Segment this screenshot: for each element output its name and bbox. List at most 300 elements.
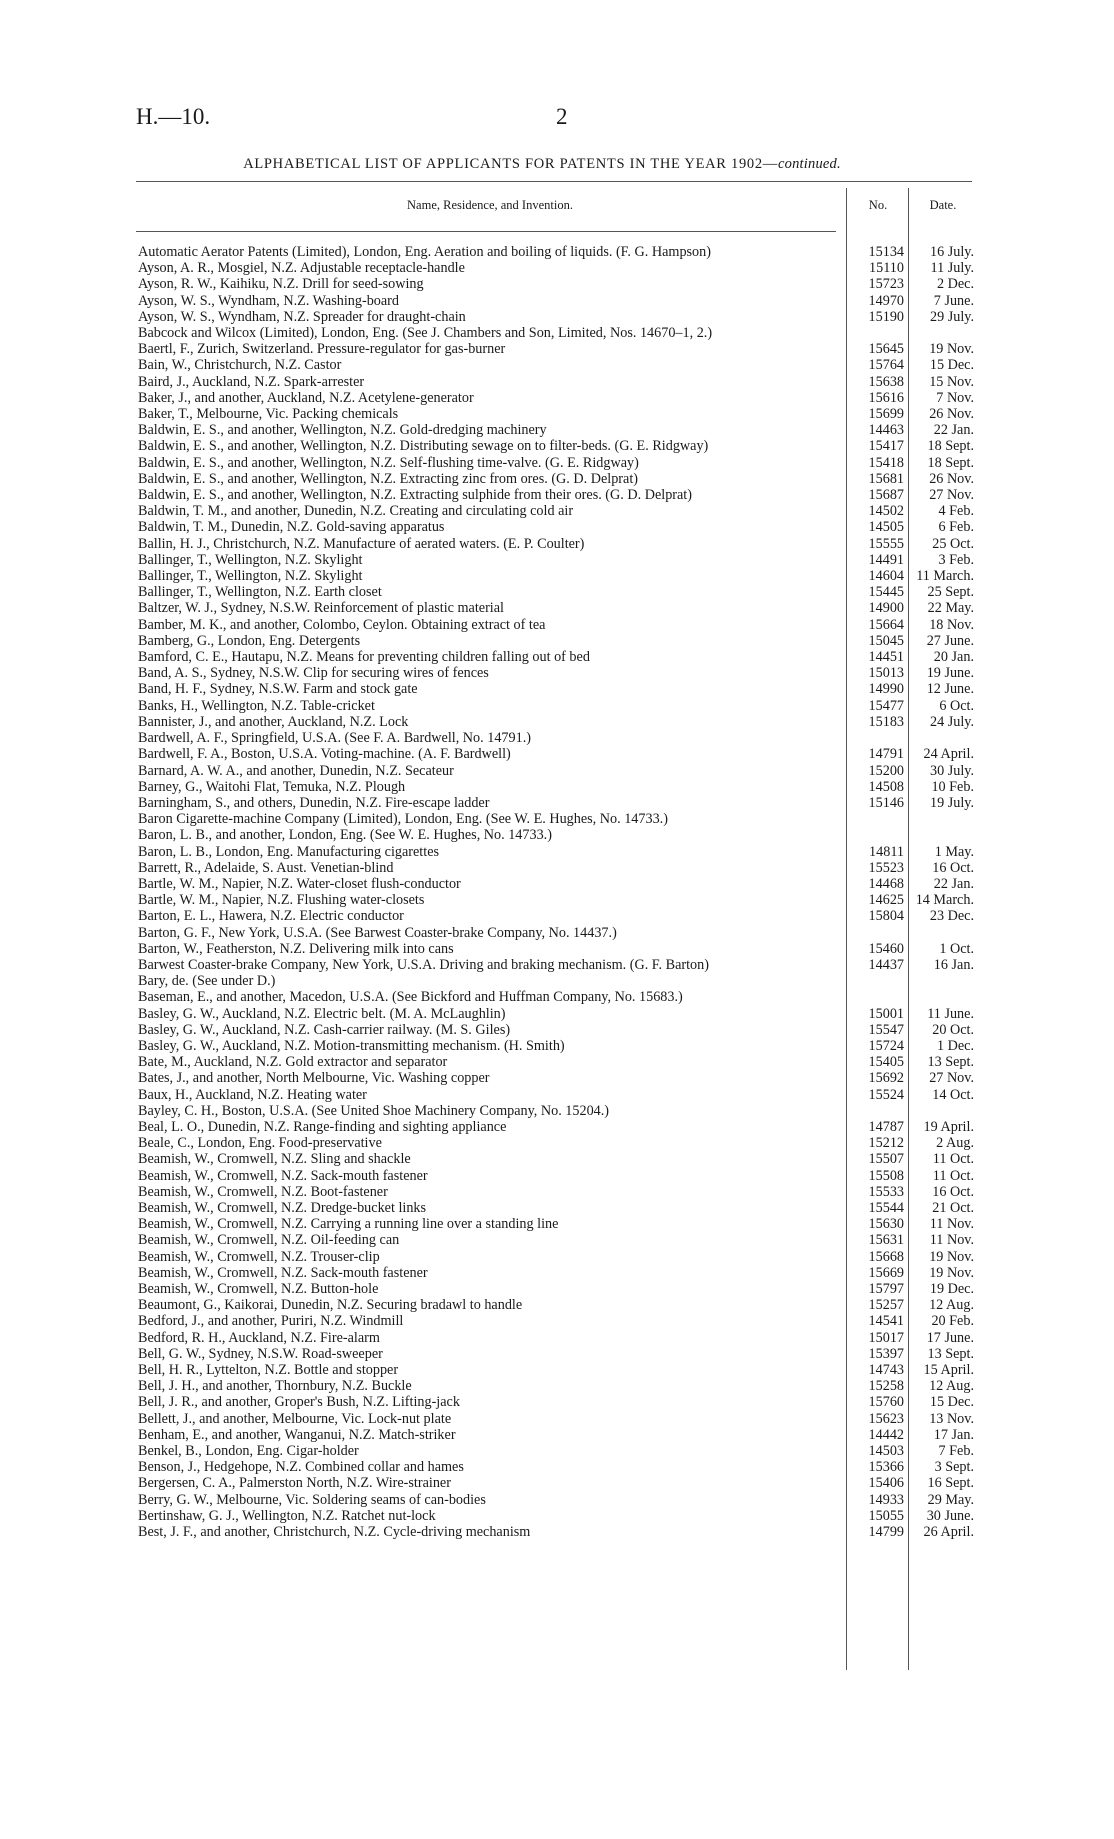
list-item bbox=[0, 293, 1114, 309]
applicant-entry: Barnard, A. W. A., and another, Dunedin, N.Z. Secateur bbox=[138, 762, 454, 779]
patent-number: 15477 bbox=[868, 697, 904, 714]
patent-number: 15699 bbox=[868, 406, 904, 423]
applicant-entry: Beamish, W., Cromwell, N.Z. Sack-mouth fastener bbox=[138, 1264, 428, 1281]
list-item bbox=[0, 1070, 1114, 1086]
application-date: 17 June. bbox=[926, 1329, 974, 1346]
applicant-entry: Banks, H., Wellington, N.Z. Table-cricket bbox=[138, 697, 375, 714]
applicant-entry: Ballinger, T., Wellington, N.Z. Skylight bbox=[138, 568, 363, 585]
applicant-entry: Barton, E. L., Hawera, N.Z. Electric conductor bbox=[138, 908, 404, 925]
application-date: 6 Oct. bbox=[939, 697, 974, 714]
applicant-entry: Baertl, F., Zurich, Switzerland. Pressure-regulator for gas-burner bbox=[138, 341, 506, 358]
applicant-entry: Beamish, W., Cromwell, N.Z. Sling and shackle bbox=[138, 1151, 411, 1168]
document-reference: H.—10. bbox=[136, 104, 211, 129]
list-item bbox=[0, 1006, 1114, 1022]
list-item bbox=[0, 1378, 1114, 1394]
patent-number: 15645 bbox=[868, 341, 904, 358]
application-date: 7 June. bbox=[933, 292, 974, 309]
patent-number: 14933 bbox=[868, 1491, 904, 1508]
patent-number: 15445 bbox=[868, 584, 904, 601]
applicant-entry: Bedford, R. H., Auckland, N.Z. Fire-alarm bbox=[138, 1329, 380, 1346]
list-item bbox=[0, 633, 1114, 649]
applicant-entry: Baron, L. B., and another, London, Eng. (See W. E. Hughes, No. 14733.) bbox=[138, 827, 552, 844]
page-title bbox=[136, 156, 948, 173]
list-item bbox=[0, 925, 1114, 941]
list-item bbox=[0, 1265, 1114, 1281]
patent-number: 14604 bbox=[868, 568, 904, 585]
application-date: 29 May. bbox=[927, 1491, 974, 1508]
applicant-entry: Bardwell, A. F., Springfield, U.S.A. (See F. A. Bardwell, No. 14791.) bbox=[138, 730, 531, 747]
patent-number: 15724 bbox=[868, 1037, 904, 1054]
applicant-entry: Barton, W., Featherston, N.Z. Delivering milk into cans bbox=[138, 940, 454, 957]
application-date: 24 April. bbox=[923, 746, 974, 763]
applicant-entry: Baldwin, E. S., and another, Wellington, N.Z. Gold-dredging machinery bbox=[138, 422, 547, 439]
patent-number: 14791 bbox=[868, 746, 904, 763]
list-item bbox=[0, 1103, 1114, 1119]
patent-number: 15630 bbox=[868, 1216, 904, 1233]
patent-number: 15508 bbox=[868, 1167, 904, 1184]
application-date: 19 Nov. bbox=[929, 1248, 974, 1265]
patent-number: 15547 bbox=[868, 1021, 904, 1038]
patent-number: 14625 bbox=[868, 892, 904, 909]
applicant-entry: Berry, G. W., Melbourne, Vic. Soldering seams of can-bodies bbox=[138, 1491, 486, 1508]
applicant-entry: Bamford, C. E., Hautapu, N.Z. Means for preventing children falling out of bed bbox=[138, 649, 590, 666]
patent-number: 15623 bbox=[868, 1410, 904, 1427]
list-item bbox=[0, 390, 1114, 406]
applicant-entry: Bate, M., Auckland, N.Z. Gold extractor and separator bbox=[138, 1054, 448, 1071]
applicant-entry: Ayson, W. S., Wyndham, N.Z. Spreader for draught-chain bbox=[138, 308, 466, 325]
patent-number: 14541 bbox=[868, 1313, 904, 1330]
application-date: 10 Feb. bbox=[931, 778, 974, 795]
list-item bbox=[0, 892, 1114, 908]
applicant-entry: Beamish, W., Cromwell, N.Z. Sack-mouth fastener bbox=[138, 1167, 428, 1184]
application-date: 11 Nov. bbox=[929, 1232, 974, 1249]
patent-number: 15760 bbox=[868, 1394, 904, 1411]
patent-number: 15764 bbox=[868, 357, 904, 374]
applicant-entry: Basley, G. W., Auckland, N.Z. Electric belt. (M. A. McLaughlin) bbox=[138, 1005, 506, 1022]
applicant-entry: Barrett, R., Adelaide, S. Aust. Venetian-blind bbox=[138, 859, 394, 876]
application-date: 19 Dec. bbox=[929, 1281, 974, 1297]
application-date: 25 Sept. bbox=[927, 584, 974, 601]
patent-number: 14503 bbox=[868, 1443, 904, 1460]
applicant-entry: Barton, G. F., New York, U.S.A. (See Barwest Coaster-brake Company, No. 14437.) bbox=[138, 924, 617, 941]
list-item bbox=[0, 1411, 1114, 1427]
list-item bbox=[0, 1184, 1114, 1200]
list-item bbox=[0, 438, 1114, 454]
patent-number: 14442 bbox=[868, 1426, 904, 1443]
applicant-entry: Benkel, B., London, Eng. Cigar-holder bbox=[138, 1443, 359, 1460]
application-date: 7 Feb. bbox=[938, 1443, 974, 1460]
list-item bbox=[0, 665, 1114, 681]
applicant-entry: Beal, L. O., Dunedin, N.Z. Range-finding and sighting appliance bbox=[138, 1118, 507, 1135]
application-date: 6 Feb. bbox=[938, 519, 974, 536]
list-item bbox=[0, 1394, 1114, 1410]
application-date: 11 Oct. bbox=[932, 1151, 974, 1168]
application-date: 23 Dec. bbox=[929, 908, 974, 925]
list-item bbox=[0, 649, 1114, 665]
application-date: 11 March. bbox=[916, 568, 974, 585]
application-date: 1 Dec. bbox=[936, 1037, 974, 1054]
patent-number: 15418 bbox=[868, 454, 904, 471]
list-item bbox=[0, 617, 1114, 633]
list-item bbox=[0, 1151, 1114, 1167]
list-item bbox=[0, 1135, 1114, 1151]
patent-number: 15405 bbox=[868, 1054, 904, 1071]
application-date: 27 Nov. bbox=[929, 1070, 974, 1087]
applicant-entry: Bedford, J., and another, Puriri, N.Z. Windmill bbox=[138, 1313, 404, 1330]
list-item bbox=[0, 487, 1114, 503]
patent-number: 15638 bbox=[868, 373, 904, 390]
list-item bbox=[0, 973, 1114, 989]
application-date: 18 Nov. bbox=[929, 616, 974, 633]
application-date: 30 July. bbox=[929, 762, 974, 779]
list-item bbox=[0, 860, 1114, 876]
application-date: 11 Oct. bbox=[932, 1167, 974, 1184]
header-top-rule bbox=[136, 181, 972, 182]
application-date: 3 Feb. bbox=[938, 551, 974, 568]
patent-number: 15417 bbox=[868, 438, 904, 455]
application-date: 15 Nov. bbox=[929, 373, 974, 390]
applicant-entry: Baldwin, E. S., and another, Wellington, N.Z. Extracting sulphide from their ores. (G. D. Delprat) bbox=[138, 487, 692, 504]
applicant-entry: Baldwin, T. M., and another, Dunedin, N.Z. Creating and circulating cold air bbox=[138, 503, 574, 520]
application-date: 20 Jan. bbox=[933, 649, 974, 666]
application-date: 11 July. bbox=[930, 260, 974, 277]
page-number: 2 bbox=[556, 104, 568, 129]
applicant-entry: Barningham, S., and others, Dunedin, N.Z. Fire-escape ladder bbox=[138, 794, 490, 811]
application-date: 16 Oct. bbox=[932, 1183, 974, 1200]
applicant-entry: Bayley, C. H., Boston, U.S.A. (See United Shoe Machinery Company, No. 15204.) bbox=[138, 1102, 610, 1119]
list-item bbox=[0, 422, 1114, 438]
list-item bbox=[0, 1330, 1114, 1346]
application-date: 16 Sept. bbox=[927, 1475, 974, 1492]
list-item bbox=[0, 325, 1114, 341]
patent-number: 15533 bbox=[868, 1183, 904, 1200]
title-suffix: continued. bbox=[778, 156, 841, 172]
application-date: 22 Jan. bbox=[933, 875, 974, 892]
list-item bbox=[0, 876, 1114, 892]
patent-number: 14970 bbox=[868, 292, 904, 309]
list-item bbox=[0, 471, 1114, 487]
application-date: 12 June. bbox=[926, 681, 974, 698]
list-item bbox=[0, 341, 1114, 357]
patent-number: 15692 bbox=[868, 1070, 904, 1087]
applicant-entry: Baker, T., Melbourne, Vic. Packing chemicals bbox=[138, 406, 399, 423]
application-date: 19 Nov. bbox=[929, 1264, 974, 1281]
applicant-entry: Beamish, W., Cromwell, N.Z. Boot-fastener bbox=[138, 1183, 388, 1200]
applicant-entry: Baseman, E., and another, Macedon, U.S.A. (See Bickford and Huffman Company, No. 15683.) bbox=[138, 989, 683, 1006]
list-item bbox=[0, 698, 1114, 714]
applicant-entry: Bartle, W. M., Napier, N.Z. Flushing water-closets bbox=[138, 892, 425, 909]
application-date: 19 July. bbox=[929, 794, 974, 811]
patent-number: 15723 bbox=[868, 276, 904, 293]
list-item bbox=[0, 1087, 1114, 1103]
application-date: 21 Oct. bbox=[932, 1199, 974, 1216]
patent-number: 14491 bbox=[868, 551, 904, 568]
application-date: 26 Nov. bbox=[929, 470, 974, 487]
patent-number: 15055 bbox=[868, 1507, 904, 1524]
application-date: 19 April. bbox=[923, 1118, 974, 1135]
list-item bbox=[0, 1054, 1114, 1070]
application-date: 30 June. bbox=[926, 1507, 974, 1524]
list-item bbox=[0, 1119, 1114, 1135]
applicant-entry: Basley, G. W., Auckland, N.Z. Cash-carrier railway. (M. S. Giles) bbox=[138, 1021, 511, 1038]
list-item bbox=[0, 811, 1114, 827]
list-item bbox=[0, 1492, 1114, 1508]
applicant-entry: Ballinger, T., Wellington, N.Z. Skylight bbox=[138, 551, 363, 568]
applicant-entry: Babcock and Wilcox (Limited), London, Eng. (See J. Chambers and Son, Limited, Nos. 14670–1, 2.) bbox=[138, 325, 713, 342]
application-date: 24 July. bbox=[929, 713, 974, 730]
patent-number: 14451 bbox=[868, 649, 904, 666]
title-main: ALPHABETICAL LIST OF APPLICANTS FOR PATENTS IN THE YEAR 1902— bbox=[243, 156, 778, 172]
application-date: 13 Sept. bbox=[927, 1345, 974, 1362]
applicant-entry: Bamberg, G., London, Eng. Detergents bbox=[138, 632, 361, 649]
patent-number: 14799 bbox=[868, 1524, 904, 1541]
applicant-list bbox=[0, 244, 1114, 1540]
applicant-entry: Ayson, R. W., Kaihiku, N.Z. Drill for seed-sowing bbox=[138, 276, 424, 293]
column-header-name: Name, Residence, and Invention. bbox=[407, 198, 573, 212]
application-date: 16 Jan. bbox=[933, 956, 974, 973]
application-date: 25 Oct. bbox=[932, 535, 974, 552]
application-date: 22 Jan. bbox=[933, 422, 974, 439]
patent-number: 15001 bbox=[868, 1005, 904, 1022]
application-date: 29 July. bbox=[929, 308, 974, 325]
applicant-entry: Bain, W., Christchurch, N.Z. Castor bbox=[138, 357, 342, 374]
application-date: 19 Nov. bbox=[929, 341, 974, 358]
patent-number: 15366 bbox=[868, 1459, 904, 1476]
list-item bbox=[0, 827, 1114, 843]
list-item bbox=[0, 1313, 1114, 1329]
list-item bbox=[0, 941, 1114, 957]
application-date: 27 June. bbox=[926, 632, 974, 649]
application-date: 15 April. bbox=[923, 1362, 974, 1379]
patent-number: 14990 bbox=[868, 681, 904, 698]
applicant-entry: Beale, C., London, Eng. Food-preservative bbox=[138, 1135, 382, 1152]
patent-number: 15013 bbox=[868, 665, 904, 682]
patent-number: 14787 bbox=[868, 1118, 904, 1135]
applicant-entry: Ayson, W. S., Wyndham, N.Z. Washing-board bbox=[138, 292, 399, 309]
patent-number: 14468 bbox=[868, 875, 904, 892]
patent-number: 15460 bbox=[868, 940, 904, 957]
patent-number: 15017 bbox=[868, 1329, 904, 1346]
applicant-entry: Benham, E., and another, Wanganui, N.Z. Match-striker bbox=[138, 1426, 456, 1443]
application-date: 12 Aug. bbox=[929, 1297, 974, 1314]
header-bottom-rule bbox=[136, 231, 836, 232]
patent-number: 15681 bbox=[868, 470, 904, 487]
list-item bbox=[0, 1427, 1114, 1443]
list-item bbox=[0, 1475, 1114, 1491]
list-item bbox=[0, 600, 1114, 616]
list-item bbox=[0, 309, 1114, 325]
applicant-entry: Baux, H., Auckland, N.Z. Heating water bbox=[138, 1086, 367, 1103]
list-item bbox=[0, 989, 1114, 1005]
list-item bbox=[0, 584, 1114, 600]
patent-number: 15183 bbox=[868, 713, 904, 730]
column-header-no: No. bbox=[868, 198, 888, 212]
list-item bbox=[0, 357, 1114, 373]
patent-number: 14502 bbox=[868, 503, 904, 520]
list-item bbox=[0, 455, 1114, 471]
patent-number: 15616 bbox=[868, 389, 904, 406]
patent-number: 15797 bbox=[868, 1281, 904, 1297]
list-item bbox=[0, 746, 1114, 762]
list-item bbox=[0, 1232, 1114, 1248]
list-item bbox=[0, 552, 1114, 568]
application-date: 4 Feb. bbox=[938, 503, 974, 520]
patent-number: 15687 bbox=[868, 487, 904, 504]
applicant-entry: Ballinger, T., Wellington, N.Z. Earth closet bbox=[138, 584, 382, 601]
applicant-entry: Barney, G., Waitohi Flat, Temuka, N.Z. Plough bbox=[138, 778, 406, 795]
list-item bbox=[0, 1524, 1114, 1540]
application-date: 19 June. bbox=[926, 665, 974, 682]
list-item bbox=[0, 681, 1114, 697]
applicant-entry: Baltzer, W. J., Sydney, N.S.W. Reinforcement of plastic material bbox=[138, 600, 504, 617]
list-item bbox=[0, 1508, 1114, 1524]
list-item bbox=[0, 260, 1114, 276]
application-date: 20 Feb. bbox=[931, 1313, 974, 1330]
list-item bbox=[0, 406, 1114, 422]
application-date: 17 Jan. bbox=[933, 1426, 974, 1443]
patent-number: 15110 bbox=[869, 260, 904, 277]
application-date: 22 May. bbox=[927, 600, 974, 617]
list-item bbox=[0, 568, 1114, 584]
patent-number: 15258 bbox=[868, 1378, 904, 1395]
patent-number: 15523 bbox=[868, 859, 904, 876]
application-date: 20 Oct. bbox=[932, 1021, 974, 1038]
patent-number: 15257 bbox=[868, 1297, 904, 1314]
applicant-entry: Baldwin, E. S., and another, Wellington, N.Z. Extracting zinc from ores. (G. D. Delprat) bbox=[138, 470, 638, 487]
patent-number: 15406 bbox=[868, 1475, 904, 1492]
applicant-entry: Basley, G. W., Auckland, N.Z. Motion-transmitting mechanism. (H. Smith) bbox=[138, 1037, 565, 1054]
list-item bbox=[0, 1297, 1114, 1313]
patent-number: 15146 bbox=[868, 794, 904, 811]
patent-number: 15524 bbox=[868, 1086, 904, 1103]
applicant-entry: Baldwin, E. S., and another, Wellington, N.Z. Distributing sewage on to filter-beds. (G. E. Ridgway) bbox=[138, 438, 709, 455]
applicant-entry: Benson, J., Hedgehope, N.Z. Combined collar and hames bbox=[138, 1459, 464, 1476]
applicant-entry: Bary, de. (See under D.) bbox=[138, 973, 276, 990]
list-item bbox=[0, 536, 1114, 552]
patent-number: 15669 bbox=[868, 1264, 904, 1281]
applicant-entry: Ballin, H. J., Christchurch, N.Z. Manufacture of aerated waters. (E. P. Coulter) bbox=[138, 535, 585, 552]
application-date: 27 Nov. bbox=[929, 487, 974, 504]
applicant-entry: Baron Cigarette-machine Company (Limited), London, Eng. (See W. E. Hughes, No. 14733.) bbox=[138, 811, 668, 828]
applicant-entry: Best, J. F., and another, Christchurch, N.Z. Cycle-driving mechanism bbox=[138, 1524, 531, 1541]
applicant-entry: Bergersen, C. A., Palmerston North, N.Z. Wire-strainer bbox=[138, 1475, 451, 1492]
application-date: 11 Nov. bbox=[929, 1216, 974, 1233]
list-item bbox=[0, 795, 1114, 811]
list-item bbox=[0, 957, 1114, 973]
patent-number: 15200 bbox=[868, 762, 904, 779]
list-item bbox=[0, 908, 1114, 924]
application-date: 15 Dec. bbox=[929, 357, 974, 374]
patent-number: 15045 bbox=[868, 632, 904, 649]
applicant-entry: Baron, L. B., London, Eng. Manufacturing cigarettes bbox=[138, 843, 440, 860]
list-item bbox=[0, 730, 1114, 746]
patent-number: 15804 bbox=[868, 908, 904, 925]
patent-number: 14743 bbox=[868, 1362, 904, 1379]
applicant-entry: Bell, G. W., Sydney, N.S.W. Road-sweeper bbox=[138, 1345, 383, 1362]
application-date: 3 Sept. bbox=[934, 1459, 974, 1476]
applicant-entry: Beaumont, G., Kaikorai, Dunedin, N.Z. Securing bradawl to handle bbox=[138, 1297, 523, 1314]
applicant-entry: Bell, J. H., and another, Thornbury, N.Z. Buckle bbox=[138, 1378, 412, 1395]
applicant-entry: Beamish, W., Cromwell, N.Z. Button-hole bbox=[138, 1281, 379, 1297]
application-date: 13 Nov. bbox=[929, 1410, 974, 1427]
list-item bbox=[0, 503, 1114, 519]
patent-number: 14437 bbox=[868, 956, 904, 973]
list-item bbox=[0, 763, 1114, 779]
list-item bbox=[0, 1022, 1114, 1038]
list-item bbox=[0, 374, 1114, 390]
patent-number: 15397 bbox=[868, 1345, 904, 1362]
applicant-entry: Baird, J., Auckland, N.Z. Spark-arrester bbox=[138, 373, 365, 390]
application-date: 26 April. bbox=[923, 1524, 974, 1541]
application-date: 16 July. bbox=[929, 244, 974, 260]
application-date: 11 June. bbox=[927, 1005, 974, 1022]
patent-number: 15631 bbox=[868, 1232, 904, 1249]
applicant-entry: Bartle, W. M., Napier, N.Z. Water-closet flush-conductor bbox=[138, 875, 461, 892]
application-date: 7 Nov. bbox=[936, 389, 974, 406]
applicant-entry: Beamish, W., Cromwell, N.Z. Oil-feeding can bbox=[138, 1232, 400, 1249]
list-item bbox=[0, 244, 1114, 260]
list-item bbox=[0, 1281, 1114, 1297]
applicant-entry: Bell, H. R., Lyttelton, N.Z. Bottle and stopper bbox=[138, 1362, 399, 1379]
applicant-entry: Bardwell, F. A., Boston, U.S.A. Voting-machine. (A. F. Bardwell) bbox=[138, 746, 511, 763]
patent-number: 15134 bbox=[868, 244, 904, 260]
patent-number: 14505 bbox=[868, 519, 904, 536]
applicant-entry: Beamish, W., Cromwell, N.Z. Trouser-clip bbox=[138, 1248, 380, 1265]
patent-number: 15190 bbox=[868, 308, 904, 325]
applicant-entry: Bellett, J., and another, Melbourne, Vic. Lock-nut plate bbox=[138, 1410, 452, 1427]
applicant-entry: Beamish, W., Cromwell, N.Z. Dredge-bucket links bbox=[138, 1199, 427, 1216]
list-item bbox=[0, 1200, 1114, 1216]
application-date: 12 Aug. bbox=[929, 1378, 974, 1395]
list-item bbox=[0, 519, 1114, 535]
application-date: 2 Aug. bbox=[936, 1135, 974, 1152]
application-date: 18 Sept. bbox=[927, 438, 974, 455]
patent-number: 15212 bbox=[868, 1135, 904, 1152]
applicant-entry: Automatic Aerator Patents (Limited), London, Eng. Aeration and boiling of liquids. (F. G. Hampson) bbox=[138, 244, 711, 260]
list-item bbox=[0, 844, 1114, 860]
patent-number: 14508 bbox=[868, 778, 904, 795]
applicant-entry: Bertinshaw, G. J., Wellington, N.Z. Ratchet nut-lock bbox=[138, 1507, 436, 1524]
list-item bbox=[0, 1362, 1114, 1378]
list-item bbox=[0, 1038, 1114, 1054]
applicant-entry: Bates, J., and another, North Melbourne, Vic. Washing copper bbox=[138, 1070, 490, 1087]
list-item bbox=[0, 1443, 1114, 1459]
list-item bbox=[0, 1249, 1114, 1265]
applicant-entry: Beamish, W., Cromwell, N.Z. Carrying a running line over a standing line bbox=[138, 1216, 559, 1233]
patent-number: 15664 bbox=[868, 616, 904, 633]
applicant-entry: Bell, J. R., and another, Groper's Bush, N.Z. Lifting-jack bbox=[138, 1394, 460, 1411]
list-item bbox=[0, 276, 1114, 292]
applicant-entry: Baldwin, E. S., and another, Wellington, N.Z. Self-flushing time-valve. (G. E. Ridgway) bbox=[138, 454, 639, 471]
applicant-entry: Ayson, A. R., Mosgiel, N.Z. Adjustable receptacle-handle bbox=[138, 260, 465, 277]
application-date: 15 Dec. bbox=[929, 1394, 974, 1411]
application-date: 16 Oct. bbox=[932, 859, 974, 876]
list-item bbox=[0, 1216, 1114, 1232]
applicant-entry: Band, H. F., Sydney, N.S.W. Farm and stock gate bbox=[138, 681, 418, 698]
applicant-entry: Bamber, M. K., and another, Colombo, Ceylon. Obtaining extract of tea bbox=[138, 616, 546, 633]
patent-number: 15507 bbox=[868, 1151, 904, 1168]
applicant-entry: Barwest Coaster-brake Company, New York, U.S.A. Driving and braking mechanism. (G. F. Barton) bbox=[138, 956, 709, 973]
application-date: 14 Oct. bbox=[932, 1086, 974, 1103]
application-date: 1 May. bbox=[934, 843, 974, 860]
list-item bbox=[0, 714, 1114, 730]
column-header-date: Date. bbox=[929, 198, 957, 212]
list-item bbox=[0, 779, 1114, 795]
patent-number: 14900 bbox=[868, 600, 904, 617]
applicant-entry: Band, A. S., Sydney, N.S.W. Clip for securing wires of fences bbox=[138, 665, 489, 682]
applicant-entry: Baker, J., and another, Auckland, N.Z. Acetylene-generator bbox=[138, 389, 474, 406]
patent-number: 14811 bbox=[869, 843, 904, 860]
